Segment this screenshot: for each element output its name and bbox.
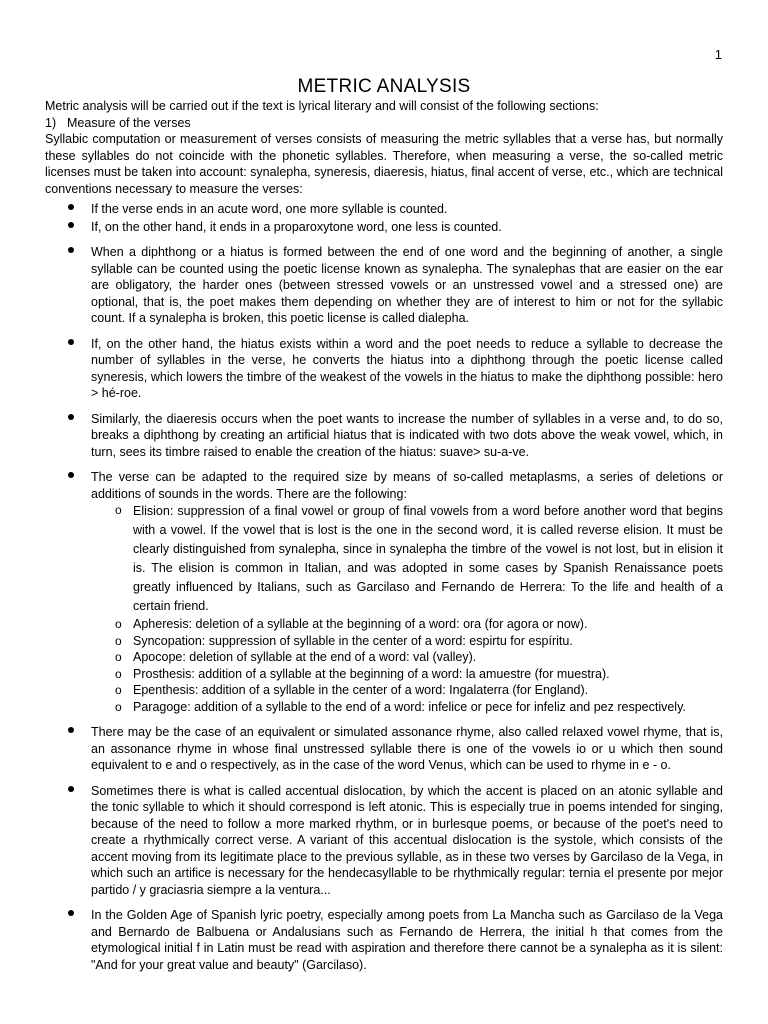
sub-list-item-text: o Elision: suppression of a final vowel or group of final vowels from a word before another word that begins with a vowel. If the vowel that is lost is the one in the second word, it is called reverse elision. It must be clearly distinguished from synalepha, since in synalepha the timbre of the vowel is not lost, but in elision it is. The elision is common in Italian, and was adopted in some cases by Spanish Renaissance poets greatly influenced by Italians, such as Garcilaso and Fernando de Herrera: To the life and health of a certain friend.: [133, 504, 723, 613]
sub-list-item-text: o Paragoge: addition of a syllable to the end of a word: infelice or pece for infeliz and pez respectively.: [133, 699, 686, 714]
license-list: [45, 201, 723, 973]
body-paragraph: Syllabic computation or measurement of verses consists of measuring the metric syllables that a verse has, but normally these syllables do not coincide with the phonetic syllables. Therefore, when measuring a verse, the so-called metric licenses must be taken into account: synalepha, syneresis, diaeresis, hiatus, final accent of verse, etc., which are technical conventions necessary to measure the verses:: [45, 132, 723, 196]
metaplasm-list: [91, 502, 723, 715]
list-item: In the Golden Age of Spanish lyric poetry, especially among poets from La Mancha such as Garcilaso de la Vega and Bernardo de Balbuena or Andalusians such as Fernando de Herrera, the initial h that comes from the etymological initial f in Latin must be read with aspiration and therefore there cannot be a synalepha as it is silent: "And for your great value and beauty" (Garcilaso).: [45, 907, 723, 973]
section-heading: [45, 115, 723, 132]
sub-list-item-text: o Syncopation: suppression of syllable in the center of a word: espirtu for espíritu.: [133, 633, 573, 648]
sub-list-item: [91, 666, 723, 683]
sub-list-item-text: o Apheresis: deletion of a syllable at the beginning of a word: ora (for agora or now).: [133, 617, 588, 631]
list-item: There may be the case of an equivalent or simulated assonance rhyme, also called relaxed vowel rhyme, that is, an assonance rhyme in whose final unstressed syllable there is one of the vowels io or u which then sound equivalent to e and o respectively, as in the case of the word Venus, which can be used to rhyme in e - o.: [45, 724, 723, 774]
list-item: When a diphthong or a hiatus is formed between the end of one word and the beginning of another, a single syllable can be counted using the poetic license known as synalepha. The synalephas that are easier on the ear are obligatory, the harder ones (between stressed vowels or an unstressed vowel and a stressed one) are optional, that is, the poet makes them depending on whether they are of interest to him or not for the syllabic count. If a synalepha is broken, this poetic license is called dialepha.: [45, 244, 723, 327]
list-item: If, on the other hand, it ends in a proparoxytone word, one less is counted.: [45, 219, 723, 236]
list-item: Similarly, the diaeresis occurs when the poet wants to increase the number of syllables in a verse and, to do so, breaks a diphthong by creating an artificial hiatus that is indicated with two dots above the weak vowel, which, in turn, sees its timbre raised to enable the creation of the hiatus: suave> su-a-ve.: [45, 411, 723, 461]
list-item-text: The verse can be adapted to the required size by means of so-called metaplasms, a series of deletions or additions of sounds in the words. There are the following:: [91, 470, 723, 501]
list-item: If, on the other hand, the hiatus exists within a word and the poet needs to reduce a syllable to decrease the number of syllables in the verse, he converts the hiatus into a diphthong through the poetic license called syneresis, which lowers the timbre of the weakest of the vowels in the hiatus to make the diphthong possible: hero > hé-roe.: [45, 336, 723, 402]
section-number: 1): [45, 115, 57, 130]
list-item: [45, 469, 723, 715]
sub-list-item: [91, 699, 723, 716]
page-number: 1: [714, 47, 722, 62]
list-item: If the verse ends in an acute word, one more syllable is counted.: [45, 201, 723, 218]
intro-paragraph: Metric analysis will be carried out if the text is lyrical literary and will consist of the following sections:: [45, 99, 599, 113]
list-item: Sometimes there is what is called accentual dislocation, by which the accent is placed on an atonic syllable and the tonic syllable to which it should correspond is left atonic. This is especially true in poems intended for singing, because of the need to follow a more marked rhythm, or in burlesque poems, or because of the poet's need to create a rhythmically correct verse. A variant of this accentual dislocation is the systole, which consists of the accent moving from its legitimate place to the previous syllable, as in these two verses by Garcilaso de la Vega, in which such an artifice is necessary for the hendecasyllable to be rhythmically regular: ternia el presente por mejor partido / y graciasria siempre a la ventura...: [45, 783, 723, 899]
sub-list-item: [91, 682, 723, 699]
sub-list-item-text: o Apocope: deletion of syllable at the end of a word: val (valley).: [133, 650, 477, 664]
sub-list-item: [91, 633, 723, 650]
sub-list-item: [91, 616, 723, 633]
sub-list-item-text: o Prosthesis: addition of a syllable at the beginning of a word: la amuestre (for muestra).: [133, 666, 610, 681]
document-body: [45, 98, 723, 973]
sub-list-item-text: o Epenthesis: addition of a syllable in the center of a word: Ingalaterra (for England).: [133, 683, 589, 697]
page-title: METRIC ANALYSIS: [297, 76, 471, 97]
section-label: Measure of the verses: [67, 115, 191, 130]
sub-list-item: [91, 649, 723, 666]
sub-list-item: [91, 502, 723, 616]
